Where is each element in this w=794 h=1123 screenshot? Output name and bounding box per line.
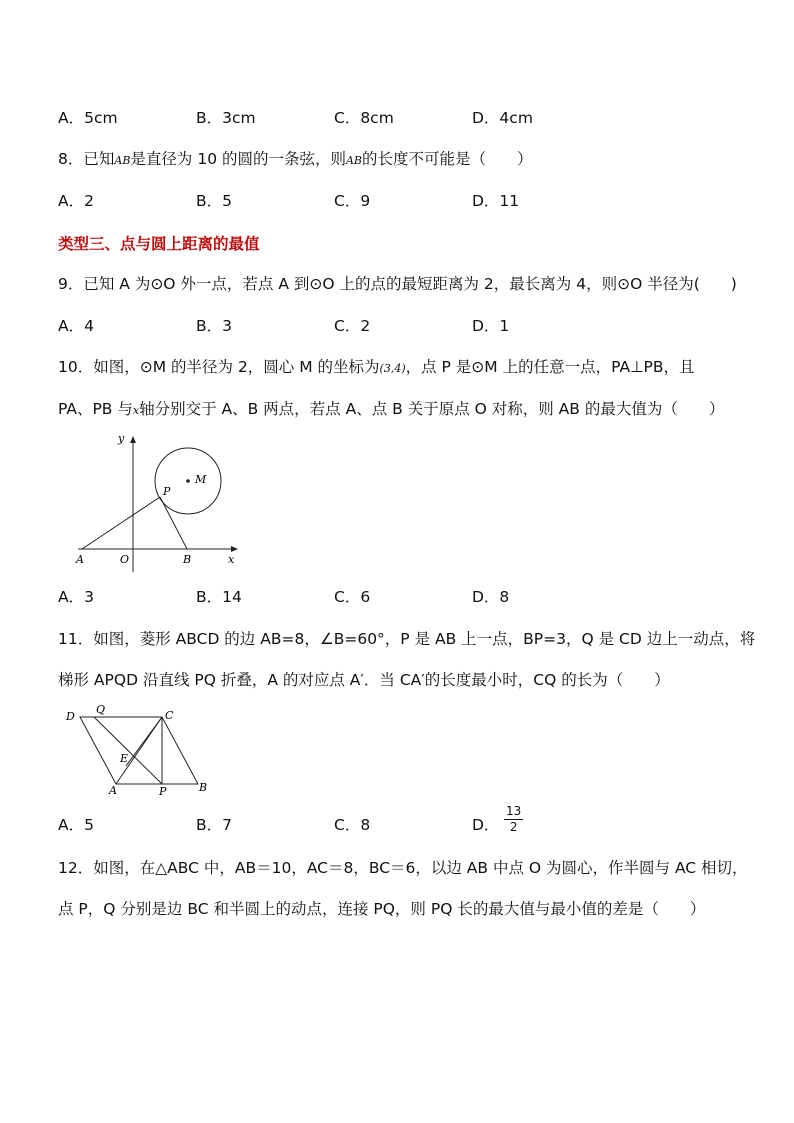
segment-pb	[160, 497, 187, 549]
q11-option-c[interactable]: C．8	[334, 816, 371, 834]
label-y: y	[118, 432, 125, 445]
label-a: A	[76, 553, 84, 566]
q9-option-a[interactable]: A．4	[58, 317, 94, 335]
q8-option-b[interactable]: B．5	[196, 192, 232, 210]
label-a: A	[109, 784, 117, 797]
q11-option-d[interactable]: D．	[472, 816, 500, 834]
x-axis-arrow	[231, 546, 238, 552]
q10-figure	[70, 428, 250, 578]
q11-stem-line2: 梯形 APQD 沿直线 PQ 折叠，A 的对应点 A′．当 CA′的长度最小时，CQ 的长为（ ）	[58, 671, 670, 689]
q8-option-c[interactable]: C．9	[334, 192, 371, 210]
q11-option-d-fraction	[504, 804, 523, 835]
fraction-numerator: 13	[506, 804, 522, 818]
label-p: P	[163, 485, 171, 498]
label-b: B	[183, 553, 192, 566]
label-d: D	[66, 710, 75, 723]
segment-pa	[82, 497, 160, 549]
q9-option-b[interactable]: B．3	[196, 317, 232, 335]
q10-option-a[interactable]: A．3	[58, 588, 94, 606]
q10-stem-line2: PA、PB 与x轴分别交于 A、B 两点，若点 A、点 B 关于原点 O 对称，则 AB 的最大值为（ ）	[58, 400, 725, 418]
q11-option-a[interactable]: A．5	[58, 816, 94, 834]
label-x: x	[228, 553, 235, 566]
label-p: P	[159, 785, 167, 798]
q9-stem: 9．已知 A 为⊙O 外一点，若点 A 到⊙O 上的点的最短距离为 2，最长离为 4，则⊙O 半径为( )	[58, 275, 737, 293]
q9-option-c[interactable]: C．2	[334, 317, 371, 335]
q8-ab-symbol: AB	[114, 154, 131, 167]
section-heading: 类型三、点与圆上距离的最值	[58, 235, 260, 253]
q10-stem-line1: 10．如图，⊙M 的半径为 2，圆心 M 的坐标为(3,4)，点 P 是⊙M 上的任意一点，PA⊥PB，且	[58, 358, 695, 376]
q8-option-a[interactable]: A．2	[58, 192, 94, 210]
q8-ab-symbol: AB	[345, 154, 363, 167]
q11-stem-line1: 11．如图，菱形 ABCD 的边 AB=8，∠B=60°，P 是 AB 上一点，BP=3，Q 是 CD 边上一动点，将	[58, 630, 756, 648]
segment-ce	[126, 717, 162, 766]
label-o: O	[120, 553, 130, 566]
q7-option-d[interactable]: D．4cm	[472, 109, 533, 127]
q8-stem: 8．已知AB是直径为 10 的圆的一条弦，则AB的长度不可能是（ ）	[58, 150, 533, 168]
q10-x-variable: x	[132, 404, 140, 417]
q7-option-b[interactable]: B．3cm	[196, 109, 256, 127]
label-e: E	[120, 752, 129, 765]
q10-option-c[interactable]: C．6	[334, 588, 371, 606]
q12-stem-line1: 12．如图，在△ABC 中，AB＝10，AC＝8，BC＝6，以边 AB 中点 O 为圆心，作半圆与 AC 相切，	[58, 859, 748, 877]
q11-option-b[interactable]: B．7	[196, 816, 232, 834]
fraction-denominator: 2	[509, 820, 518, 834]
label-q: Q	[96, 703, 106, 716]
label-b: B	[199, 781, 208, 794]
q8-option-d[interactable]: D．11	[472, 192, 520, 210]
center-m-dot	[186, 479, 190, 483]
y-axis-arrow	[130, 436, 136, 443]
label-m: M	[195, 473, 207, 486]
q10-center-coordinate: (3,4)	[379, 362, 406, 375]
q7-option-c[interactable]: C．8cm	[334, 109, 394, 127]
label-c: C	[165, 709, 174, 722]
q9-option-d[interactable]: D．1	[472, 317, 510, 335]
q7-option-a[interactable]: A．5cm	[58, 109, 118, 127]
q10-option-d[interactable]: D．8	[472, 588, 510, 606]
q11-figure	[60, 700, 220, 800]
q10-option-b[interactable]: B．14	[196, 588, 242, 606]
q12-stem-line2: 点 P，Q 分别是边 BC 和半圆上的动点，连接 PQ，则 PQ 长的最大值与最小值的差是（ ）	[58, 900, 706, 918]
segment-qp	[94, 717, 162, 784]
